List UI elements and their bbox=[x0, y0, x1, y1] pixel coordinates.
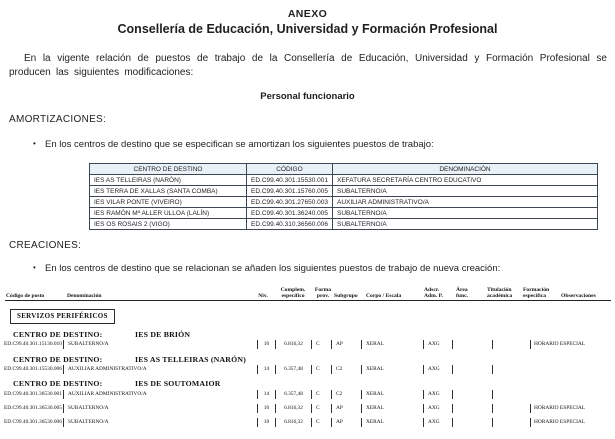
bullet-icon: • bbox=[33, 139, 36, 148]
rpt-row bbox=[0, 418, 615, 428]
rpt-cell-area bbox=[452, 365, 492, 374]
amortizaciones-heading: AMORTIZACIONES: bbox=[9, 114, 107, 125]
column-header-denominacion: DENOMINACIÓN bbox=[332, 164, 597, 175]
rpt-cell-formacion bbox=[512, 390, 528, 399]
cell-denominacion: AUXILIAR ADMINISTRATIVO/A bbox=[332, 197, 597, 208]
document-title: Consellería de Educación, Universidad y Formación Profesional bbox=[117, 22, 498, 36]
rpt-header-forma-provision: Forma prov. bbox=[314, 287, 332, 299]
amortizaciones-bullet-text: En los centros de destino que se especifican se amortizan los siguientes puestos de trabajo: bbox=[45, 139, 434, 150]
rpt-cell-denominacion: AUXILIAR ADMINISTRATIVO/A bbox=[63, 390, 258, 399]
cell-centro: IES VILAR PONTE (VIVEIRO) bbox=[90, 197, 247, 208]
rpt-cell-formacion bbox=[512, 340, 528, 349]
cell-codigo: ED.C99.40.301.27650.003 bbox=[247, 197, 333, 208]
rpt-cell-area bbox=[452, 404, 492, 413]
table-row bbox=[90, 186, 598, 197]
rpt-table-header bbox=[0, 283, 615, 299]
rpt-header-complemento: Complem. específico bbox=[280, 287, 306, 299]
rpt-cell-complemento: 6.357,48 bbox=[275, 365, 311, 374]
rpt-cell-adscricion: AXG bbox=[423, 340, 456, 349]
rpt-header-codigo: Código de posto bbox=[6, 293, 45, 299]
rpt-cell-subgrupo: AP bbox=[331, 404, 365, 413]
rpt-cell-nivel: 14 bbox=[257, 390, 275, 399]
rpt-header-observaciones: Observaciones bbox=[561, 293, 596, 299]
cell-centro: IES OS ROSAIS 2 (VIGO) bbox=[90, 219, 247, 230]
rpt-cell-observaciones bbox=[530, 365, 615, 374]
rpt-cell-denominacion: AUXILIAR ADMINISTRATIVO/A bbox=[63, 365, 258, 374]
rpt-cell-codigo: ED.C99.40.301.36530.001 bbox=[4, 391, 62, 397]
rpt-cell-denominacion: SUBALTERNO/A bbox=[63, 340, 258, 349]
rpt-cell-corpo: XERAL bbox=[361, 340, 426, 349]
rpt-cell-forma: C bbox=[311, 418, 335, 427]
rpt-cell-adscricion: AXG bbox=[423, 390, 456, 399]
centro-destino-line bbox=[0, 379, 615, 389]
rpt-header-adscricion: Adscr. Adm. P. bbox=[424, 287, 443, 299]
centro-destino-label: CENTRO DE DESTINO: bbox=[13, 379, 103, 388]
rpt-cell-codigo: ED.C99.40.301.36530.005 bbox=[4, 405, 62, 411]
rpt-row bbox=[0, 404, 615, 414]
centro-destino-value: IES AS TELLEIRAS (NARÓN) bbox=[135, 355, 247, 364]
rpt-cell-forma: C bbox=[311, 390, 335, 399]
cell-codigo: ED.C99.40.301.36240.005 bbox=[247, 208, 333, 219]
rpt-header-nivel: Niv. bbox=[258, 293, 268, 299]
cell-centro: IES TERRA DE XALLAS (SANTA COMBA) bbox=[90, 186, 247, 197]
rpt-cell-subgrupo: C2 bbox=[331, 390, 365, 399]
rpt-cell-observaciones: HORARIO ESPECIAL bbox=[530, 340, 615, 349]
rpt-cell-formacion bbox=[512, 365, 528, 374]
rpt-cell-nivel: 14 bbox=[257, 365, 275, 374]
rpt-header-formacion: Formación específica bbox=[523, 287, 550, 299]
rpt-cell-formacion bbox=[512, 404, 528, 413]
rpt-cell-subgrupo: AP bbox=[331, 418, 365, 427]
table-row bbox=[90, 197, 598, 208]
rpt-cell-nivel: 10 bbox=[257, 340, 275, 349]
centro-destino-label: CENTRO DE DESTINO: bbox=[13, 330, 103, 339]
cell-centro: IES AS TELLEIRAS (NARÓN) bbox=[90, 175, 247, 186]
column-header-centro: CENTRO DE DESTINO bbox=[90, 164, 247, 175]
rpt-row bbox=[0, 390, 615, 400]
rpt-cell-corpo: XERAL bbox=[361, 418, 426, 427]
rpt-cell-complemento: 6.357,48 bbox=[275, 390, 311, 399]
rpt-row bbox=[0, 340, 615, 350]
rpt-cell-codigo: ED.C99.40.301.15130.010 bbox=[4, 341, 62, 347]
rpt-cell-complemento: 6.816,32 bbox=[275, 340, 311, 349]
rpt-header-rule bbox=[5, 300, 611, 301]
rpt-header-denominacion: Denominación bbox=[67, 293, 102, 299]
rpt-header-area-funcional: Área func. bbox=[456, 287, 468, 299]
rpt-cell-observaciones: HORARIO ESPECIAL bbox=[530, 404, 615, 413]
cell-denominacion: SUBALTERNO/A bbox=[332, 219, 597, 230]
rpt-cell-corpo: XERAL bbox=[361, 365, 426, 374]
cell-denominacion: SUBALTERNO/A bbox=[332, 208, 597, 219]
rpt-cell-subgrupo: C2 bbox=[331, 365, 365, 374]
rpt-cell-observaciones bbox=[530, 390, 615, 399]
amortizaciones-table bbox=[89, 163, 598, 230]
creaciones-bullet-text: En los centros de destino que se relacionan se añaden los siguientes puestos de trabajo de nueva creación: bbox=[45, 263, 501, 274]
column-header-codigo: CÓDIGO bbox=[247, 164, 333, 175]
rpt-cell-denominacion: SUBALTERNO/A bbox=[63, 418, 258, 427]
rpt-cell-corpo: XERAL bbox=[361, 404, 426, 413]
rpt-header-titulacion: Titulación académica bbox=[487, 287, 513, 299]
table-row bbox=[90, 208, 598, 219]
personal-funcionario-heading: Personal funcionario bbox=[260, 91, 355, 102]
table-row bbox=[90, 175, 598, 186]
rpt-cell-adscricion: AXG bbox=[423, 404, 456, 413]
centro-destino-value: IES DE BRIÓN bbox=[135, 330, 191, 339]
rpt-cell-corpo: XERAL bbox=[361, 390, 426, 399]
rpt-cell-complemento: 6.816,32 bbox=[275, 418, 311, 427]
rpt-cell-denominacion: SUBALTERNO/A bbox=[63, 404, 258, 413]
cell-codigo: ED.C99.40.301.15760.005 bbox=[247, 186, 333, 197]
amortizaciones-bullet bbox=[33, 139, 434, 150]
rpt-header-subgrupo: Subgrupo bbox=[334, 293, 358, 299]
creaciones-bullet bbox=[33, 263, 500, 274]
cell-centro: IES RAMÓN Mª ALLER ULLOA (LALÍN) bbox=[90, 208, 247, 219]
rpt-header-corpo-escala: Corpo / Escala bbox=[366, 293, 402, 299]
centro-destino-line bbox=[0, 330, 615, 340]
intro-paragraph: En la vigente relación de puestos de trabajo de la Consellería de Educación, Universidad y Formación Profesional se producen las siguientes modificaciones: bbox=[9, 53, 607, 78]
rpt-row bbox=[0, 365, 615, 375]
rpt-cell-complemento: 6.816,32 bbox=[275, 404, 311, 413]
cell-denominacion: XEFATURA SECRETARÍA CENTRO EDUCATIVO bbox=[332, 175, 597, 186]
rpt-cell-forma: C bbox=[311, 404, 335, 413]
centro-destino-value: IES DE SOUTOMAIOR bbox=[135, 379, 221, 388]
rpt-cell-forma: C bbox=[311, 340, 335, 349]
cell-denominacion: SUBALTERNO/A bbox=[332, 186, 597, 197]
amortizaciones-table-header-row bbox=[90, 164, 598, 175]
rpt-cell-area bbox=[452, 390, 492, 399]
rpt-cell-subgrupo: AP bbox=[331, 340, 365, 349]
annex-title: ANEXO bbox=[287, 8, 328, 20]
rpt-cell-nivel: 10 bbox=[257, 404, 275, 413]
rpt-cell-area bbox=[452, 418, 492, 427]
rpt-cell-adscricion: AXG bbox=[423, 365, 456, 374]
rpt-cell-codigo: ED.C99.40.301.36530.006 bbox=[4, 419, 62, 425]
centro-destino-label: CENTRO DE DESTINO: bbox=[13, 355, 103, 364]
rpt-cell-nivel: 10 bbox=[257, 418, 275, 427]
servizos-perifericos-box: SERVIZOS PERIFÉRICOS bbox=[10, 309, 115, 324]
rpt-cell-observaciones: HORARIO ESPECIAL bbox=[530, 418, 615, 427]
rpt-cell-adscricion: AXG bbox=[423, 418, 456, 427]
bullet-icon: • bbox=[33, 263, 36, 272]
rpt-cell-area bbox=[452, 340, 492, 349]
table-row bbox=[90, 219, 598, 230]
cell-codigo: ED.C99.40.310.36560.006 bbox=[247, 219, 333, 230]
rpt-cell-codigo: ED.C99.40.301.15530.006 bbox=[4, 366, 62, 372]
creaciones-heading: CREACIONES: bbox=[9, 240, 82, 251]
rpt-cell-formacion bbox=[512, 418, 528, 427]
centro-destino-line bbox=[0, 355, 615, 365]
cell-codigo: ED.C99.40.301.15530.001 bbox=[247, 175, 333, 186]
rpt-cell-forma: C bbox=[311, 365, 335, 374]
